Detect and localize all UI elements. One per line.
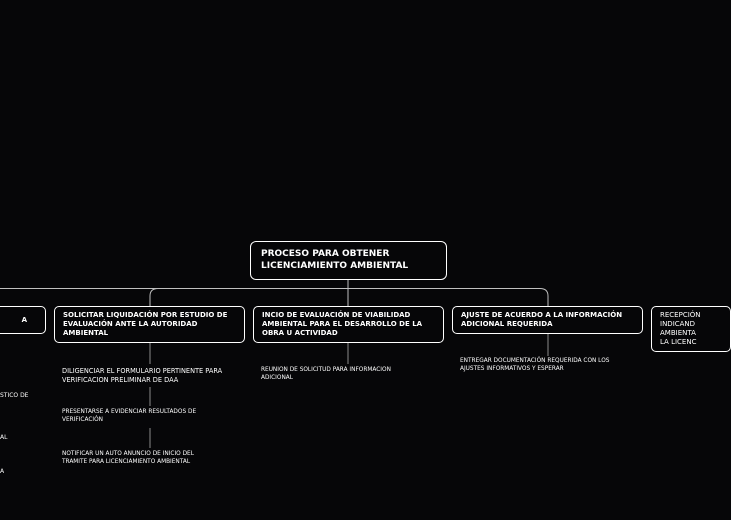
branch-node-4[interactable] — [452, 306, 643, 334]
leaf-partial-2: AL — [0, 434, 8, 441]
leaf-reunion: REUNION DE SOLICITUD PARA INFORMACION ADICIONAL — [261, 367, 391, 381]
branch-bus-connector — [0, 289, 548, 307]
leaf-presentarse: PRESENTARSE A EVIDENCIAR RESULTADOS DE VERIFICACIÓN — [62, 409, 197, 423]
branch-node-1[interactable] — [0, 306, 46, 334]
branch-node-5[interactable] — [651, 306, 731, 352]
branch-node-5-label: RECEPCIÓN INDICAND AMBIENTA LA LICENC — [660, 310, 701, 347]
branch-node-3[interactable] — [253, 306, 444, 343]
leaf-notificar: NOTIFICAR UN AUTO ANUNCIO DE INICIO DEL TRAMITE PARA LICENCIAMIENTO AMBIENTAL — [62, 451, 194, 465]
leaf-entregar: ENTREGAR DOCUMENTACIÓN REQUERIDA CON LOS AJUSTES INFORMATIVOS Y ESPERAR — [460, 358, 610, 372]
leaf-partial-1: STICO DE — [0, 392, 29, 399]
leaf-partial-3: A — [0, 468, 5, 475]
root-node[interactable] — [250, 241, 447, 280]
branch-node-3-label: INCIO DE EVALUACIÓN DE VIABILIDAD AMBIENTAL PARA EL DESARROLLO DE LA OBRA U ACTIVIDAD — [262, 311, 423, 337]
branch-node-4-label: AJUSTE DE ACUERDO A LA INFORMACIÓN ADICIONAL REQUERIDA — [461, 311, 623, 328]
branch-node-2-label: SOLICITAR LIQUIDACIÓN POR ESTUDIO DE EVALUACIÓN ANTE LA AUTORIDAD AMBIENTAL — [63, 311, 228, 337]
leaf-diligenciar: DILIGENCIAR EL FORMULARIO PERTINENTE PARA VERIFICACION PRELIMINAR DE DAA — [62, 367, 223, 384]
branch-node-1-label: A — [21, 315, 27, 324]
root-node-label: PROCESO PARA OBTENER LICENCIAMIENTO AMBIENTAL — [261, 249, 409, 271]
branch-node-2[interactable] — [54, 306, 245, 343]
